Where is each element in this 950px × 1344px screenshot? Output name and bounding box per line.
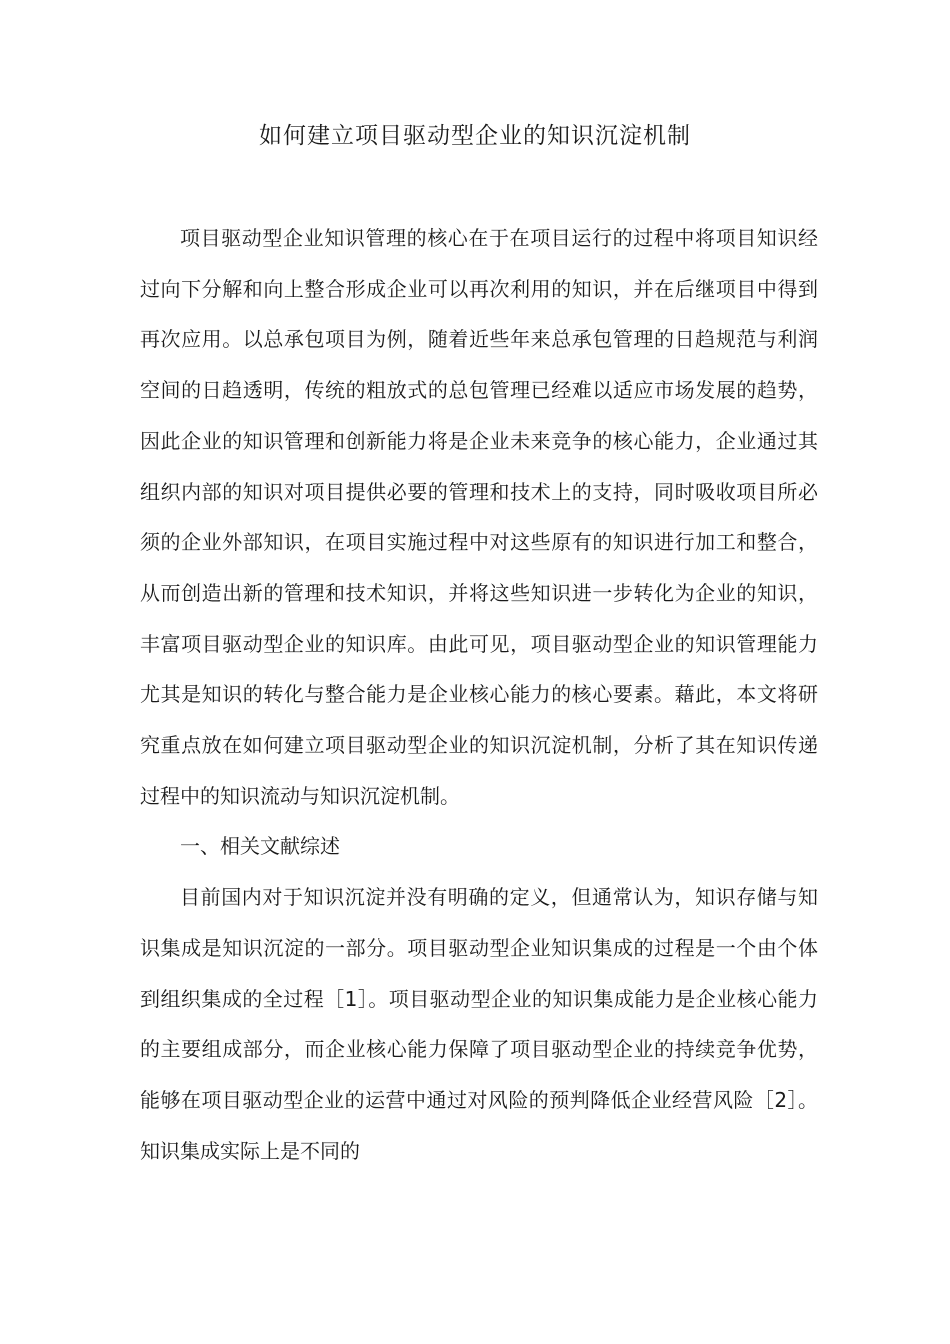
paragraph-intro: 项目驱动型企业知识管理的核心在于在项目运行的过程中将项目知识经过向下分解和向上整合形成企业可以再次利用的知识，并在后继项目中得到再次应用。以总承包项目为例，随着近些年来总承包管理的日趋规范与利润空间的日趋透明，传统的粗放式的总包管理已经难以适应市场发展的趋势，因此企业的知识管理和创新能力将是企业未来竞争的核心能力，企业通过其组织内部的知识对项目提供必要的管理和技术上的支持，同时吸收项目所必须的企业外部知识，在项目实施过程中对这些原有的知识进行加工和整合，从而创造出新的管理和技术知识，并将这些知识进一步转化为企业的知识，丰富项目驱动型企业的知识库。由此可见，项目驱动型企业的知识管理能力尤其是知识的转化与整合能力是企业核心能力的核心要素。藉此，本文将研究重点放在如何建立项目驱动型企业的知识沉淀机制，分析了其在知识传递过程中的知识流动与知识沉淀机制。 [140, 226, 818, 808]
document-title: 如何建立项目驱动型企业的知识沉淀机制 [259, 123, 691, 149]
paragraph-literature-review: 目前国内对于知识沉淀并没有明确的定义，但通常认为，知识存储与知识集成是知识沉淀的一部分。项目驱动型企业知识集成的过程是一个由个体到组织集成的全过程［1］。项目驱动型企业的知识集成能力是企业核心能力的主要组成部分，而企业核心能力保障了项目驱动型企业的持续竞争优势，能够在项目驱动型企业的运营中通过对风险的预判降低企业经营风险［2］。知识集成实际上是不同的 [140, 885, 818, 1163]
section-heading: 一、相关文献综述 [180, 834, 340, 859]
document-body [140, 213, 818, 1176]
